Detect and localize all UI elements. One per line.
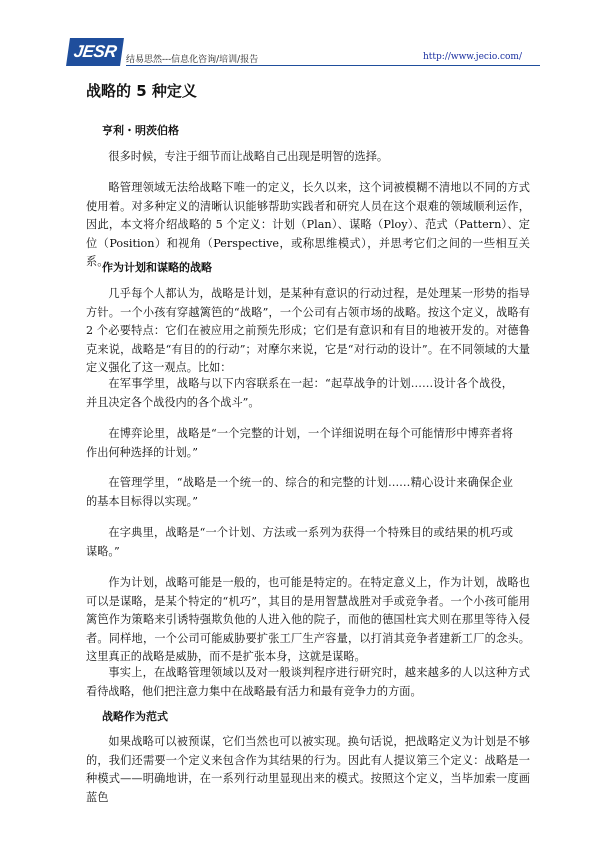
header-divider [126,65,540,66]
article-author: 亨利・明茨伯格 [102,124,179,137]
section1-quote-dictionary: 在字典里，战略是“一个计划、方法或一系列为获得一个特殊目的或结果的机巧或谋略。” [86,526,513,558]
article-title: 战略的 5 种定义 [86,82,197,100]
section1-quote-military: 在军事学里，战略与以下内容联系在一起：“起草战争的计划……设计各个战役，并且决定各个战役内的各个战斗”。 [86,377,513,409]
intro-paragraph-1: 很多时候，专注于细节而让战略自己出现是明智的选择。 [108,150,389,163]
header-tagline: 结易思然---信息化咨询/培训/报告 [126,55,259,65]
jesr-logo: JESR [66,38,124,66]
section1-quote-management: 在管理学里，“战略是一个统一的、综合的和完整的计划……精心设计来确保企业的基本目标得以实现。” [86,476,513,508]
section1-paragraph-1: 几乎每个人都认为，战略是计划，是某种有意识的行动过程，是处理某一形势的指导方针。一个小孩有穿越篱笆的“战略”，一个公司有占领市场的战略。按这个定义，战略有 2 个必要特点：它们在被应用之前预先形成；它们是有意识和有目的地被开发的。对德鲁克来说，战略是“有目的的行动”；对摩尔来说，它是“对行动的设计”。在不同领域的大量定义强化了这一观点。比如： [86,287,530,374]
section-heading-pattern: 战略作为范式 [102,710,168,723]
header-url-link[interactable]: http://www.jecio.com/ [423,52,522,62]
section1-paragraph-ploy: 作为计划，战略可能是一般的，也可能是特定的。在特定意义上，作为计划，战略也可以是谋略，是某个特定的“机巧”，其目的是用智慧战胜对手或竞争者。一个小孩可能用篱笆作为策略来引诱特强欺负他的人进入他的院子，而他的德国杜宾犬则在那里等待入侵者。同样地，一个公司可能威胁要扩张工厂生产容量，以打消其竞争者建新工厂的念头。这里真正的战略是威胁，而不是扩张本身，这就是谋略。 [86,576,530,663]
section2-paragraph-1: 如果战略可以被预谋，它们当然也可以被实现。换句话说，把战略定义为计划是不够的，我们还需要一个定义来包含作为其结果的行为。因此有人提议第三个定义：战略是一种模式——明确地讲，在一系列行动里显现出来的模式。按照这个定义，当毕加索一度画蓝色 [86,735,530,804]
page-header [68,38,540,70]
section-heading-plan-ploy: 作为计划和谋略的战略 [102,261,212,274]
section1-quote-game-theory: 在博弈论里，战略是“一个完整的计划，一个详细说明在每个可能情形中博弈者将作出何种选择的计划。” [86,427,513,459]
intro-paragraph-2: 略管理领域无法给战略下唯一的定义，长久以来，这个词被模糊不清地以不同的方式使用着。对多种定义的清晰认识能够帮助实践者和研究人员在这个艰难的领域顺利运作，因此，本文将介绍战略的 5 个定义：计划（Plan）、谋略（Ploy）、范式（Pattern）、定位（Position）和视角（Perspective，或称思维模式），并思考它们之间的一些相互关系。 [86,181,530,268]
section1-paragraph-fact: 事实上，在战略管理领域以及对一般谈判程序进行研究时，越来越多的人以这种方式看待战略，他们把注意力集中在战略最有活力和最有竞争力的方面。 [86,666,530,698]
